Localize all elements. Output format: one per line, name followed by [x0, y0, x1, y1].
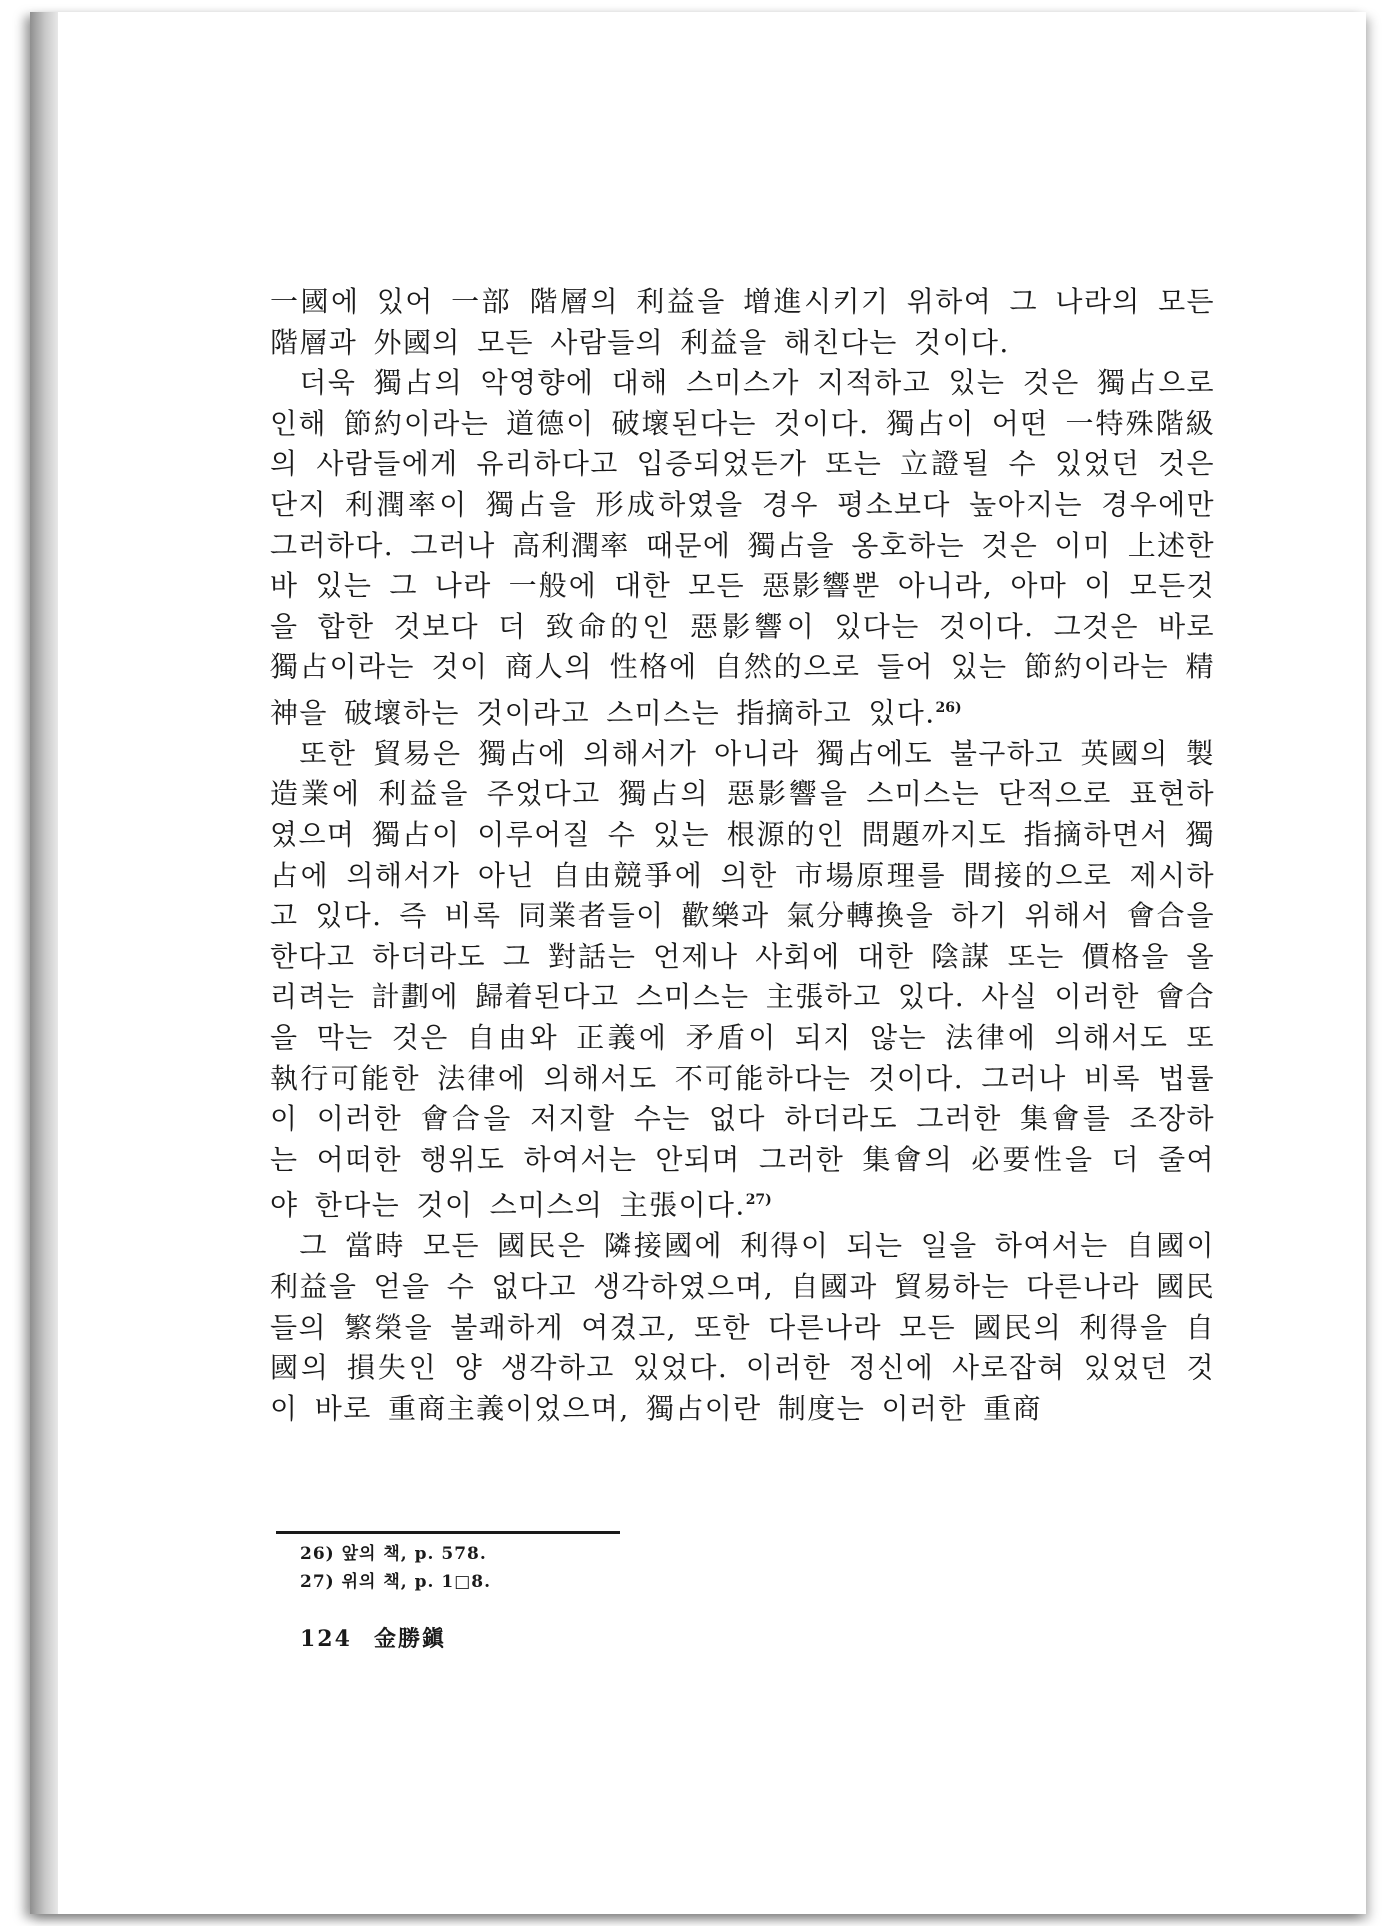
paragraph — [270, 734, 1215, 1226]
page-footer — [300, 1622, 468, 1653]
paragraph — [270, 363, 1215, 734]
footnote-26: 26) 앞의 책, p. 578. — [300, 1544, 487, 1564]
author-name: 金勝鎭 — [373, 1626, 446, 1652]
paragraph-text: 더욱 獨占의 악영향에 대해 스미스가 지적하고 있는 것은 獨占으로 인해 節約이라는 道德이 破壞된다는 것이다. 獨占이 어떤 一特殊階級의 사람들에게 유리하다고 입증되었든가 또는 立證될 수 있었던 것은 단지 利潤率이 獨占을 形成하였을 경우 평소보다 높아지는 경우에만 그러하다. 그러나 高利潤率 때문에 獨占을 옹호하는 것은 이미 上述한 바 있는 그 나라 一般에 대한 모든 惡影響뿐 아니라, 아마 이 모든것을 합한 것보다 더 致命的인 惡影響이 있다는 것이다. 그것은 바로 獨占이라는 것이 商人의 性格에 自然的으로 들어 있는 節約이라는 精神을 破壞하는 것이라고 스미스는 指摘하고 있다. — [270, 366, 1215, 730]
footnote-ref-26: 26) — [935, 699, 962, 716]
paragraph — [270, 282, 1215, 363]
page-number: 124 — [300, 1626, 352, 1652]
footnote-27: 27) 위의 책, p. 1□8. — [300, 1572, 492, 1592]
paragraph-text: 그 當時 모든 國民은 隣接國에 利得이 되는 일을 하여서는 自國이 利益을 얻을 수 없다고 생각하였으며, 自國과 貿易하는 다른나라 國民들의 繁榮을 불쾌하게 여겼고, 또한 다른나라 모든 國民의 利得을 自國의 損失인 양 생각하고 있었다. 이러한 정신에 사로잡혀 있었던 것이 바로 重商主義이었으며, 獨占이란 制度는 이러한 重商 — [270, 1229, 1215, 1425]
footnotes — [300, 1540, 491, 1596]
footnote-separator — [276, 1531, 620, 1534]
paragraph — [270, 1226, 1215, 1429]
paragraph-text: 一國에 있어 一部 階層의 利益을 增進시키기 위하여 그 나라의 모든 階層과 外國의 모든 사람들의 利益을 해친다는 것이다. — [270, 285, 1215, 359]
paragraph-text: 또한 貿易은 獨占에 의해서가 아니라 獨占에도 불구하고 英國의 製造業에 利益을 주었다고 獨占의 惡影響을 스미스는 단적으로 표현하였으며 獨占이 이루어질 수 있는 根源的인 問題까지도 指摘하면서 獨占에 의해서가 아닌 自由競爭에 의한 市場原理를 間接的으로 제시하고 있다. 즉 비록 同業者들이 歡樂과 氣分轉換을 하기 위해서 會合을 한다고 하더라도 그 對話는 언제나 사회에 대한 陰謀 또는 價格을 올리려는 計劃에 歸着된다고 스미스는 主張하고 있다. 사실 이러한 會合을 막는 것은 自由와 正義에 矛盾이 되지 않는 法律에 의해서도 또 執行可能한 法律에 의해서도 不可能하다는 것이다. 그러나 비록 법률이 이러한 會合을 저지할 수는 없다 하더라도 그러한 集會를 조장하는 어떠한 행위도 하여서는 안되며 그러한 集會의 必要性을 더 줄여야 한다는 것이 스미스의 主張이다. — [270, 736, 1215, 1222]
book-spine — [30, 12, 58, 1914]
footnote-ref-27: 27) — [745, 1192, 772, 1209]
body-text — [270, 282, 1215, 1429]
